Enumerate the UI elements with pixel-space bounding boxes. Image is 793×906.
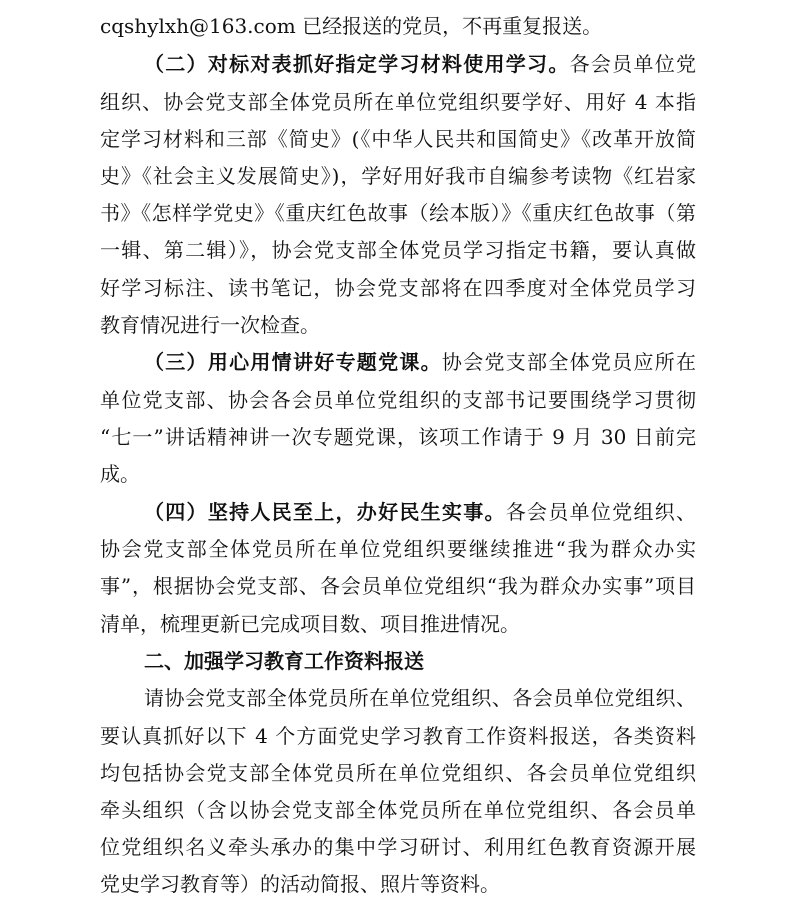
paragraph-line bbox=[100, 792, 696, 829]
paragraph-line bbox=[144, 344, 696, 381]
paragraph-line bbox=[100, 307, 696, 344]
paragraph-line bbox=[100, 531, 696, 568]
line-text: 协会党支部全体党员应所在 bbox=[441, 350, 697, 374]
line-text: 一辑、第二辑）》，协会党支部全体党员学习指定书籍，要认真做 bbox=[100, 238, 696, 262]
line-text: cqshylxh@163.com 已经报送的党员，不再重复报送。 bbox=[100, 14, 603, 38]
section-heading-inline: （二）对标对表抓好指定学习材料使用学习。 bbox=[144, 52, 570, 76]
paragraph-line bbox=[100, 121, 696, 158]
line-text: 牵头组织（含以协会党支部全体党员所在单位党组织、各会员单 bbox=[100, 798, 696, 822]
line-text: 请协会党支部全体党员所在单位党组织、各会员单位党组织、 bbox=[144, 686, 696, 710]
line-text: 要认真抓好以下 4 个方面党史学习教育工作资料报送，各类资料 bbox=[100, 724, 696, 748]
section-heading-inline: （三）用心用情讲好专题党课。 bbox=[144, 350, 442, 374]
line-text: 事”，根据协会党支部、各会员单位党组织“我为群众办实事”项目 bbox=[100, 574, 696, 598]
line-text: 教育情况进行一次检查。 bbox=[100, 313, 320, 337]
paragraph-line bbox=[100, 829, 696, 866]
paragraph-line bbox=[100, 232, 696, 269]
paragraph-line bbox=[100, 718, 696, 755]
line-text: 组织、协会党支部全体党员所在单位党组织要学好、用好 4 本指 bbox=[100, 90, 696, 114]
paragraph-line bbox=[144, 46, 696, 83]
paragraph-line bbox=[100, 456, 696, 493]
paragraph-line bbox=[100, 568, 696, 605]
paragraph-line bbox=[144, 680, 696, 717]
paragraph-line bbox=[100, 866, 696, 903]
section-heading-inline: （四）坚持人民至上，办好民生实事。 bbox=[144, 500, 506, 524]
line-text: 各会员单位党 bbox=[569, 52, 697, 76]
line-text: 史》《社会主义发展简史》)，学好用好我市自编参考读物《红岩家 bbox=[100, 164, 696, 188]
line-text: 各会员单位党组织、 bbox=[505, 500, 697, 524]
line-text: 定学习材料和三部《简史》(《中华人民共和国简史》《改革开放简 bbox=[100, 127, 696, 151]
paragraph-line bbox=[100, 419, 696, 456]
paragraph-line bbox=[100, 606, 696, 643]
paragraph-line bbox=[100, 8, 696, 45]
paragraph-line bbox=[100, 755, 696, 792]
paragraph-line bbox=[100, 195, 696, 232]
paragraph-line bbox=[100, 84, 696, 121]
heading-text: 二、加强学习教育工作资料报送 bbox=[144, 649, 424, 673]
line-text: 单位党支部、协会各会员单位党组织的支部书记要围绕学习贯彻 bbox=[100, 388, 696, 412]
line-text: 党史学习教育等）的活动简报、照片等资料。 bbox=[100, 872, 500, 896]
line-text: 书》《怎样学党史》《重庆红色故事（绘本版）》《重庆红色故事（第 bbox=[100, 201, 696, 225]
paragraph-line bbox=[100, 270, 696, 307]
paragraph-line bbox=[144, 494, 696, 531]
section-heading bbox=[144, 643, 696, 680]
line-text: 均包括协会党支部全体党员所在单位党组织、各会员单位党组织 bbox=[100, 761, 696, 785]
line-text: 成。 bbox=[100, 462, 140, 486]
line-text: 协会党支部全体党员所在单位党组织要继续推进“我为群众办实 bbox=[100, 537, 696, 561]
paragraph-line bbox=[100, 158, 696, 195]
line-text: 好学习标注、读书笔记，协会党支部将在四季度对全体党员学习 bbox=[100, 276, 696, 300]
paragraph-line bbox=[100, 382, 696, 419]
line-text: 清单，梳理更新已完成项目数、项目推进情况。 bbox=[100, 612, 520, 636]
line-text: “七一”讲话精神讲一次专题党课，该项工作请于 9 月 30 日前完 bbox=[100, 425, 696, 449]
line-text: 位党组织名义牵头承办的集中学习研讨、利用红色教育资源开展 bbox=[100, 835, 696, 859]
